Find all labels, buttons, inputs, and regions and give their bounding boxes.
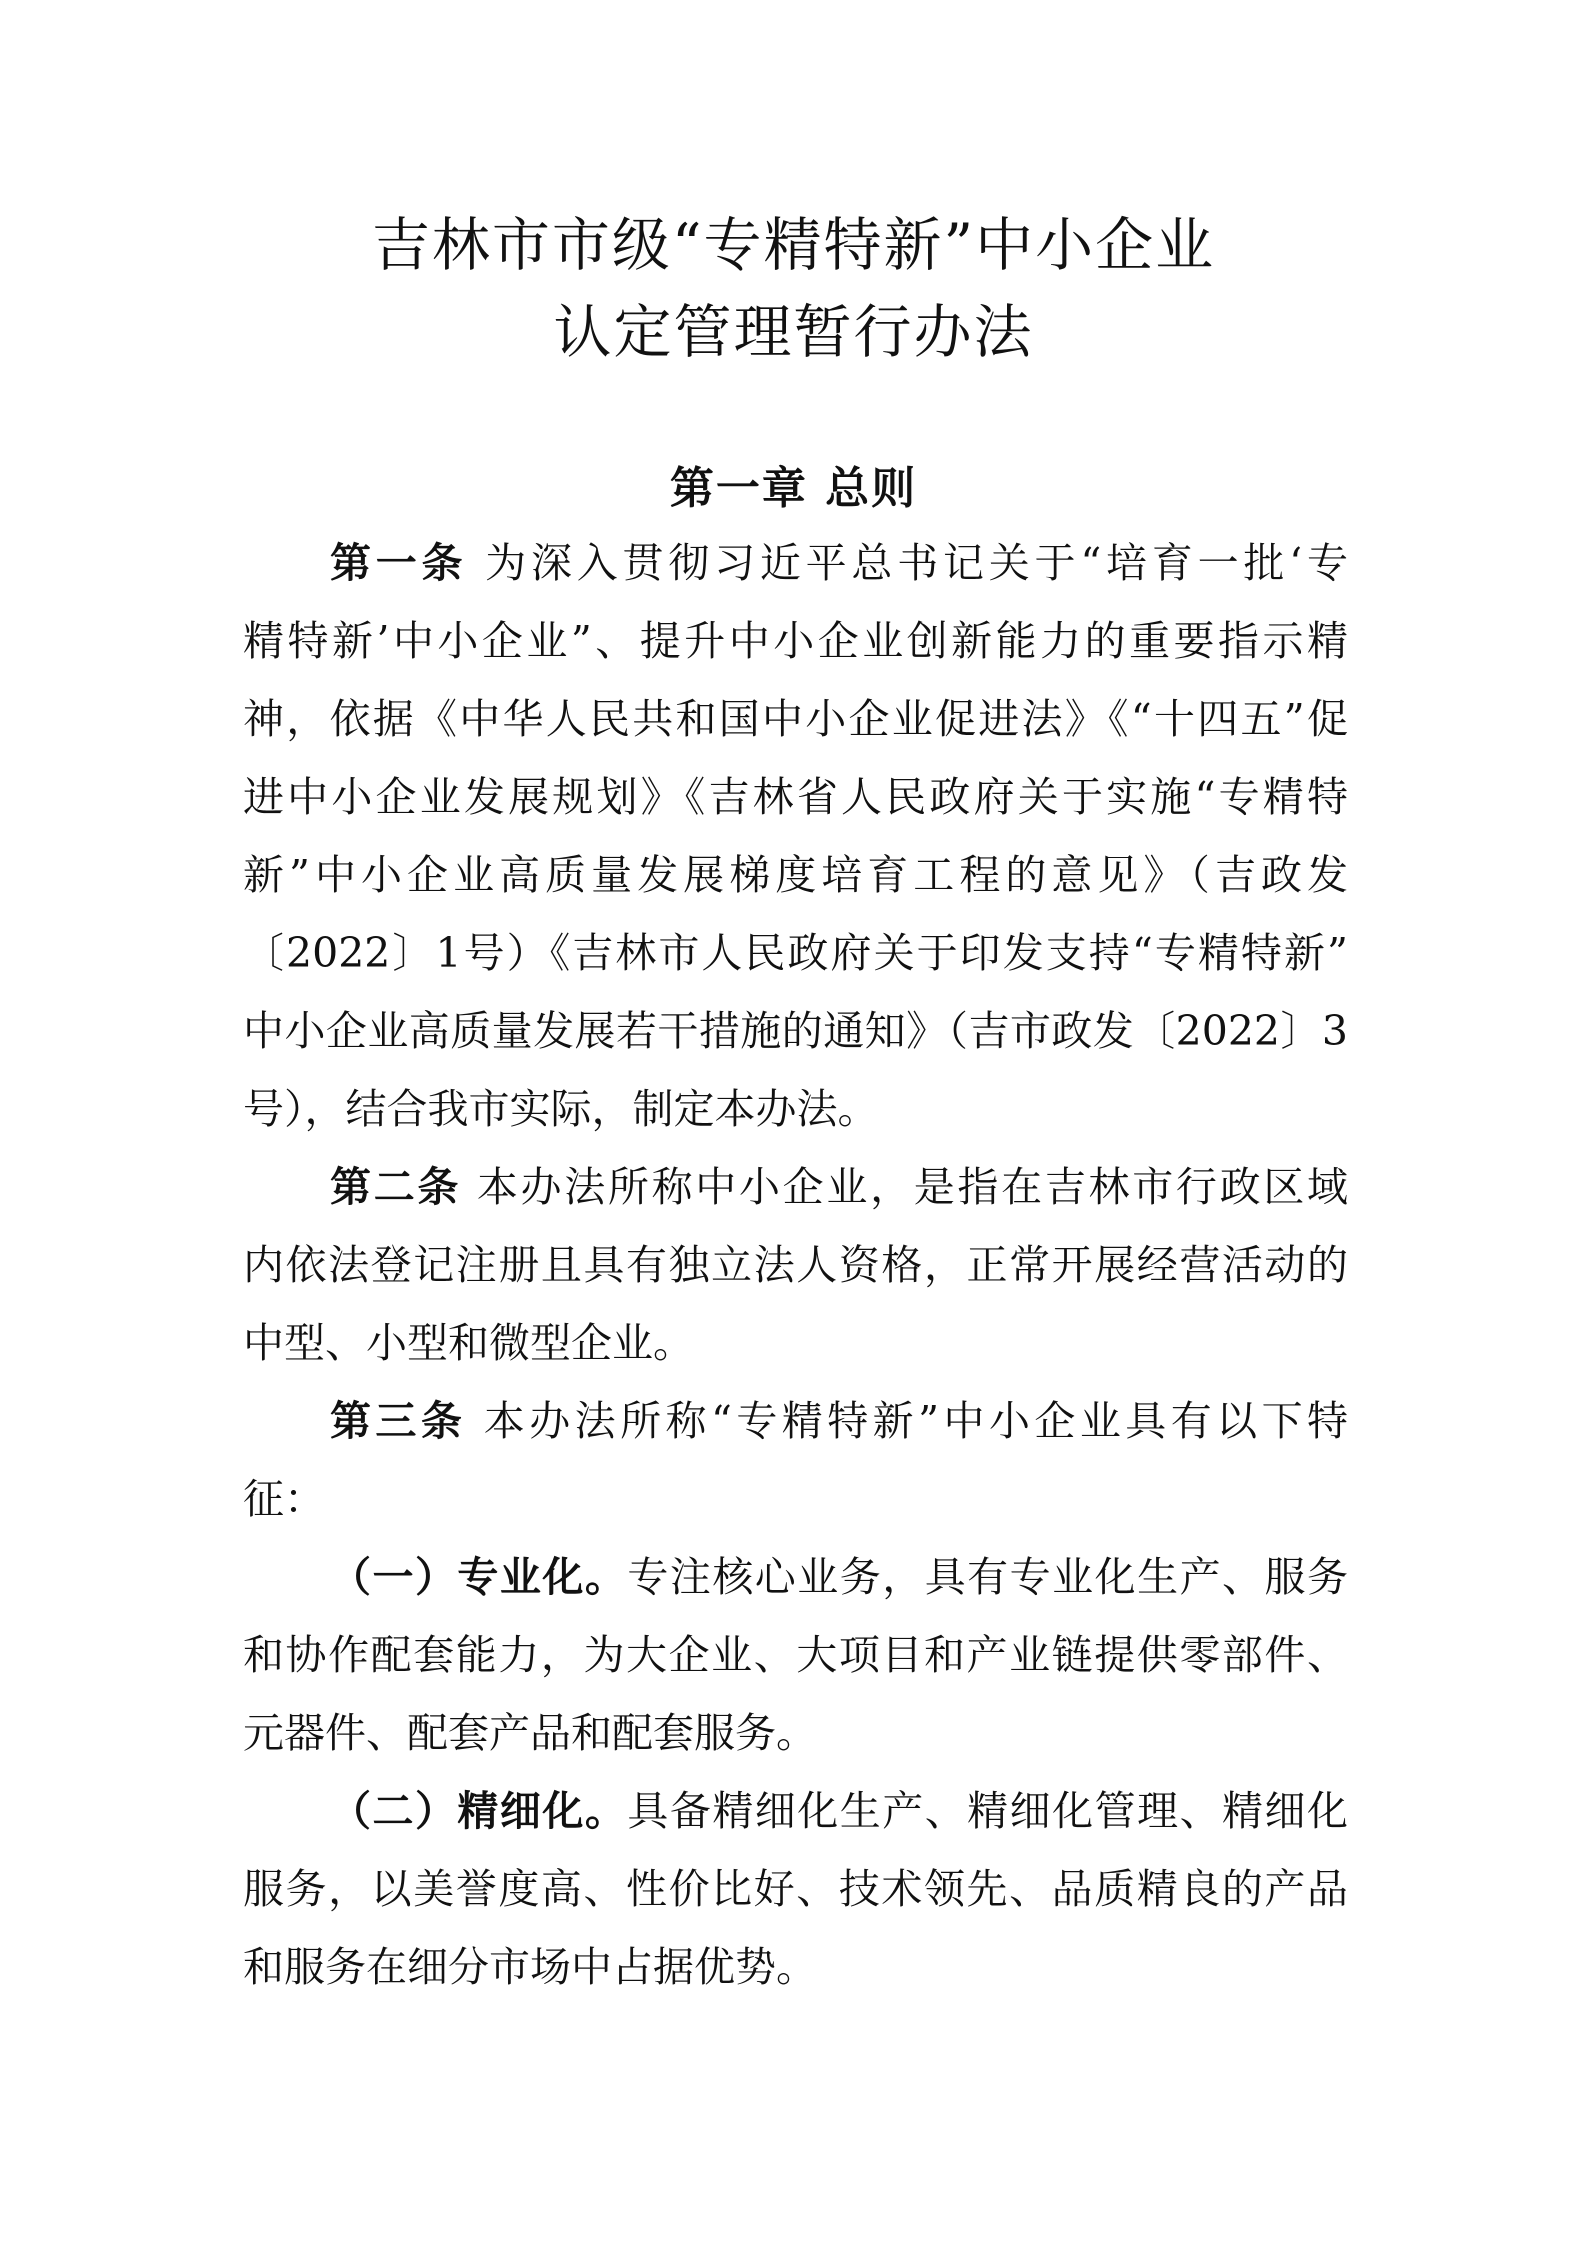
- article1-lead: 第一条: [330, 539, 468, 587]
- item2-line2: 服务，以美誉度高、性价比好、技术领先、品质精良的产品: [243, 1865, 1348, 1913]
- chapter-heading: 第一章 总则: [669, 463, 918, 514]
- article1-line2: 精特新’中小企业”、提升中小企业创新能力的重要指示精: [243, 617, 1348, 665]
- article2-lead: 第二条: [330, 1163, 462, 1211]
- item1-line1-text: 专注核心业务，具有专业化生产、服务: [627, 1553, 1349, 1601]
- article3-line1-text: 本办法所称“专精特新”中小企业具有以下特: [466, 1397, 1349, 1445]
- article1-line3: 神，依据《中华人民共和国中小企业促进法》《“十四五”促: [243, 695, 1348, 743]
- item2-lead: （二）精细化。: [330, 1787, 628, 1835]
- article2-line2: 内依法登记注册且具有独立法人资格，正常开展经营活动的: [243, 1241, 1348, 1289]
- item2-line3: 和服务在细分市场中占据优势。: [243, 1943, 817, 1991]
- article1-line5: 新”中小企业高质量发展梯度培育工程的意见》（吉政发: [243, 851, 1348, 899]
- article1-line8: 号），结合我市实际，制定本办法。: [243, 1085, 879, 1133]
- article2-line1: [330, 1159, 1348, 1215]
- item1-line3: 元器件、配套产品和配套服务。: [243, 1709, 817, 1757]
- item1-line2: 和协作配套能力，为大企业、大项目和产业链提供零部件、: [243, 1631, 1348, 1679]
- article3-line2: 征：: [243, 1475, 325, 1523]
- article1-line1: [330, 535, 1348, 591]
- article2-line3: 中型、小型和微型企业。: [243, 1319, 694, 1367]
- document-title-line1: 吉林市市级“专精特新”中小企业: [371, 211, 1216, 279]
- article1-line6: 〔2022〕1号）《吉林市人民政府关于印发支持“专精特新”: [243, 929, 1348, 977]
- article3-line1: [330, 1393, 1348, 1449]
- article1-line1-text: 为深入贯彻习近平总书记关于“培育一批‘专: [467, 539, 1348, 587]
- article1-line4: 进中小企业发展规划》《吉林省人民政府关于实施“专精特: [243, 773, 1348, 821]
- item1-lead: （一）专业化。: [330, 1553, 628, 1601]
- item2-line1: [330, 1783, 1348, 1839]
- article3-lead: 第三条: [330, 1397, 467, 1445]
- item2-line1-text: 具备精细化生产、精细化管理、精细化: [627, 1787, 1349, 1835]
- article2-line1-text: 本办法所称中小企业，是指在吉林市行政区域: [461, 1163, 1349, 1211]
- document-title-line2: 认定管理暂行办法: [553, 298, 1034, 366]
- item1-line1: [330, 1549, 1348, 1605]
- article1-line7: 中小企业高质量发展若干措施的通知》（吉市政发〔2022〕3: [243, 1007, 1348, 1055]
